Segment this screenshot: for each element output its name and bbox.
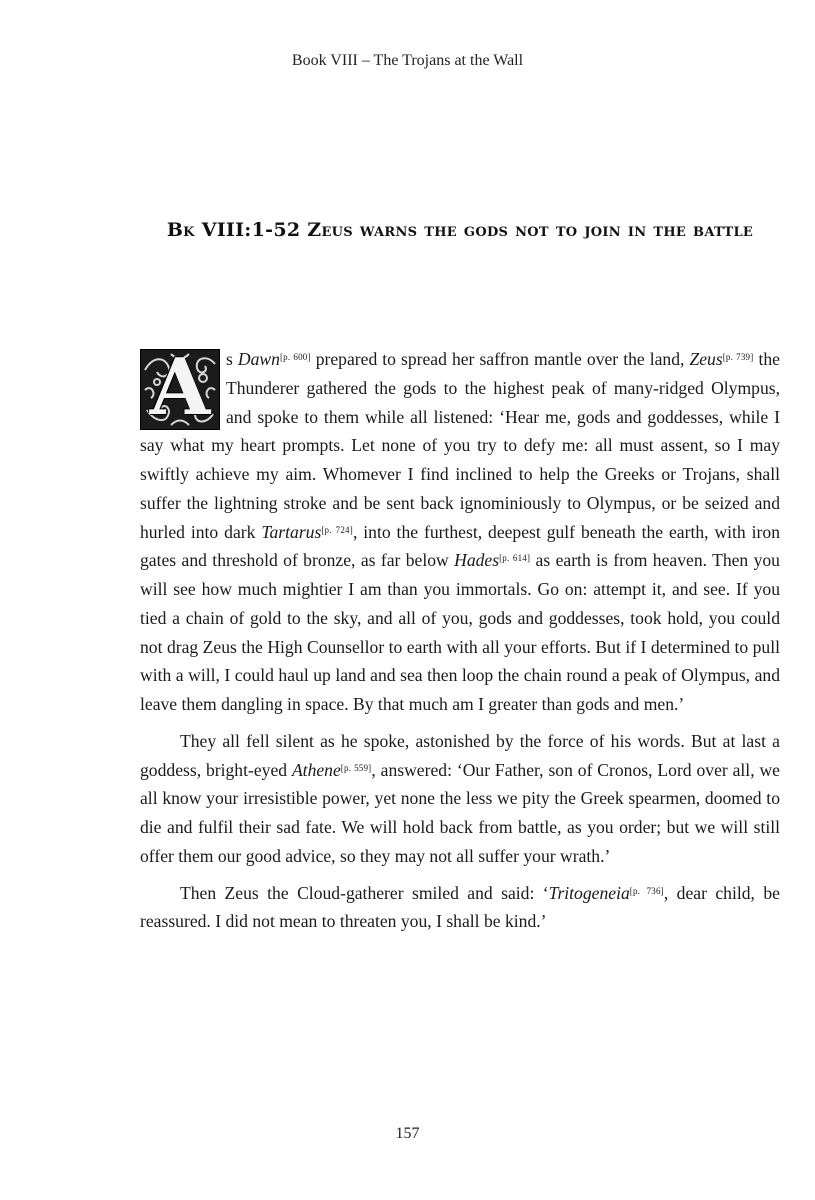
text-run: , dear child, be reassured. I did not mean to threaten you, I shall be kind.’ — [140, 882, 780, 932]
text-run: , answered: ‘Our Father, son of Cronos, Lord over all, we all know your irresistible power, yet none the less we pity the Greek spearmen, doomed to die and fulfil their sad fate. We will hold back from battle, as you order; but we will still offer them our good advice, so they may not all suffer your wrath.’ — [140, 759, 780, 866]
page-number: 157 — [395, 1125, 420, 1142]
running-header: Book VIII – The Trojans at the Wall — [291, 52, 524, 69]
paragraph-1 — [140, 345, 780, 719]
proper-name: Hades — [454, 550, 500, 571]
paragraph-3 — [140, 879, 780, 937]
page-reference-link[interactable]: [p. 559] — [340, 762, 372, 773]
ornamental-initial-icon — [140, 349, 220, 430]
proper-name: Tritogeneia — [548, 882, 630, 903]
text-run: , into the furthest, deepest gulf beneath the earth, with iron gates and threshold of bronze, as far below — [140, 521, 780, 571]
text-run: prepared to spread her saffron mantle over the land, — [310, 349, 690, 369]
proper-name: Athene — [291, 759, 341, 780]
proper-name: Tartarus — [261, 521, 322, 542]
page-reference-link[interactable]: [p. 736] — [629, 885, 664, 896]
paragraph-2 — [140, 727, 780, 871]
dropcap-letter: A — [149, 349, 211, 430]
text-run: They all fell silent as he spoke, astonished by the force of his words. But at last a goddess, bright-eyed — [140, 730, 780, 780]
page-reference-link[interactable]: [p. 724] — [321, 524, 353, 535]
page-reference-link[interactable]: [p. 739] — [722, 352, 754, 362]
proper-name: Dawn — [237, 349, 280, 369]
text-run: Then Zeus the Cloud-gatherer smiled and said: ‘ — [180, 882, 549, 903]
text-run: s — [226, 349, 238, 369]
text-run: the Thunderer gathered the gods to the highest peak of many-ridged Olympus, and spoke to them while all listened: ‘Hear me, gods and goddesses, while I say what my heart prompts. Let none of you try to defy me: all must assent, so I may swiftly achieve my aim. Whomever I find inclined to help the Greeks or Trojans, shall suffer the lightning stroke and be sent back ignominiously to Olympus, or be seized and hurled into dark — [140, 349, 780, 542]
text-run: as earth is from heaven. Then you will see how much mightier I am than you immortals. Go on: attempt it, and see. If you tied a chain of gold to the sky, and all of you, gods and goddesses, took hold, you could not drag Zeus the High Counsellor to earth with all your efforts. But if I determined to pull with a will, I could haul up land and sea then loop the chain round a peak of Olympus, and leave them dangling in space. By that much am I greater than gods and men.’ — [140, 550, 780, 714]
body-text — [140, 345, 780, 944]
proper-name: Zeus — [689, 349, 723, 369]
page-reference-link[interactable]: [p. 600] — [279, 352, 311, 362]
section-title: Bk VIII:1-52 Zeus warns the gods not to join in the battle — [166, 219, 754, 241]
page-reference-link[interactable]: [p. 614] — [499, 553, 531, 564]
